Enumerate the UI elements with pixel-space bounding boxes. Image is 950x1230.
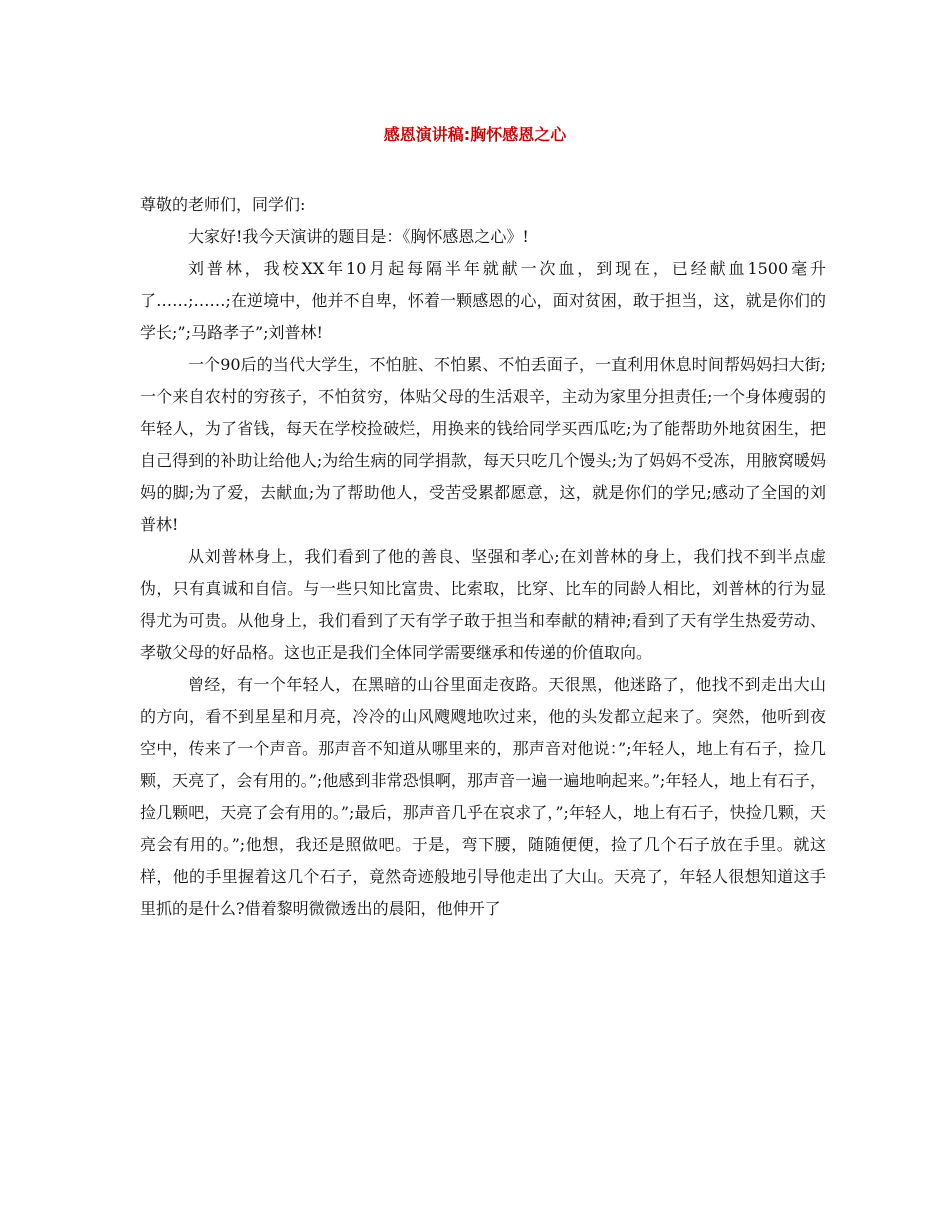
salutation: 尊敬的老师们，同学们: — [140, 195, 306, 214]
paragraph-reflection: 从刘普林身上，我们看到了他的善良、坚强和孝心;在刘普林的身上，我们找不到半点虚伪，只有真诚和自信。与一些只知比富贵、比索取，比穿、比车的同龄人相比，刘普林的行为显得尤为可贵。从他身上，我们看到了天有学子敢于担当和奉献的精神;看到了天有学生热爱劳动、孝敬父母的好品格。这也正是我们全体同学需要继承和传递的价值取向。 — [140, 547, 826, 662]
paragraph-introduction: 刘普林，我校XX年10月起每隔半年就献一次血，到现在，已经献血1500毫升了……;……;在逆境中，他并不自卑，怀着一颗感恩的心，面对贫困，敢于担当，这，就是你们的学长;”;马路孝子”;刘普林! — [140, 259, 826, 342]
paragraph-story: 曾经，有一个年轻人，在黑暗的山谷里面走夜路。天很黑，他迷路了，他找不到走出大山的方向，看不到星星和月亮，冷冷的山风飕飕地吹过来，他的头发都立起来了。突然，他听到夜空中，传来了一个声音。那声音不知道从哪里来的，那声音对他说：”;年轻人，地上有石子，捡几颗，天亮了，会有用的。”;他感到非常恐惧啊，那声音一遍一遍地响起来。”;年轻人，地上有石子，捡几颗吧，天亮了会有用的。”;最后，那声音几乎在哀求了，”;年轻人，地上有石子，快捡几颗，天亮会有用的。”;他想，我还是照做吧。于是，弯下腰，随随便便，捡了几个石子放在手里。就这样，他的手里握着这几个石子，竟然奇迹般地引导他走出了大山。天亮了，年轻人很想知道这手里抓的是什么?借着黎明微微透出的晨阳，他伸开了 — [140, 675, 826, 918]
paragraph-deeds: 一个90后的当代大学生，不怕脏、不怕累、不怕丢面子，一直利用休息时间帮妈妈扫大街;一个来自农村的穷孩子，不怕贫穷，体贴父母的生活艰辛，主动为家里分担责任;一个身体瘦弱的年轻人，为了省钱，每天在学校捡破烂，用换来的钱给同学买西瓜吃;为了能帮助外地贫困生，把自己得到的补助让给他人;为给生病的同学捐款，每天只吃几个馒头;为了妈妈不受冻，用腋窝暖妈妈的脚;为了爱，去献血;为了帮助他人，受苦受累都愿意，这，就是你们的学兄;感动了全国的刘普林! — [140, 355, 826, 534]
document-body — [140, 189, 826, 925]
document-title: 感恩演讲稿:胸怀感恩之心 — [383, 125, 567, 144]
paragraph-greeting: 大家好!我今天演讲的题目是：《胸怀感恩之心》! — [188, 227, 529, 246]
